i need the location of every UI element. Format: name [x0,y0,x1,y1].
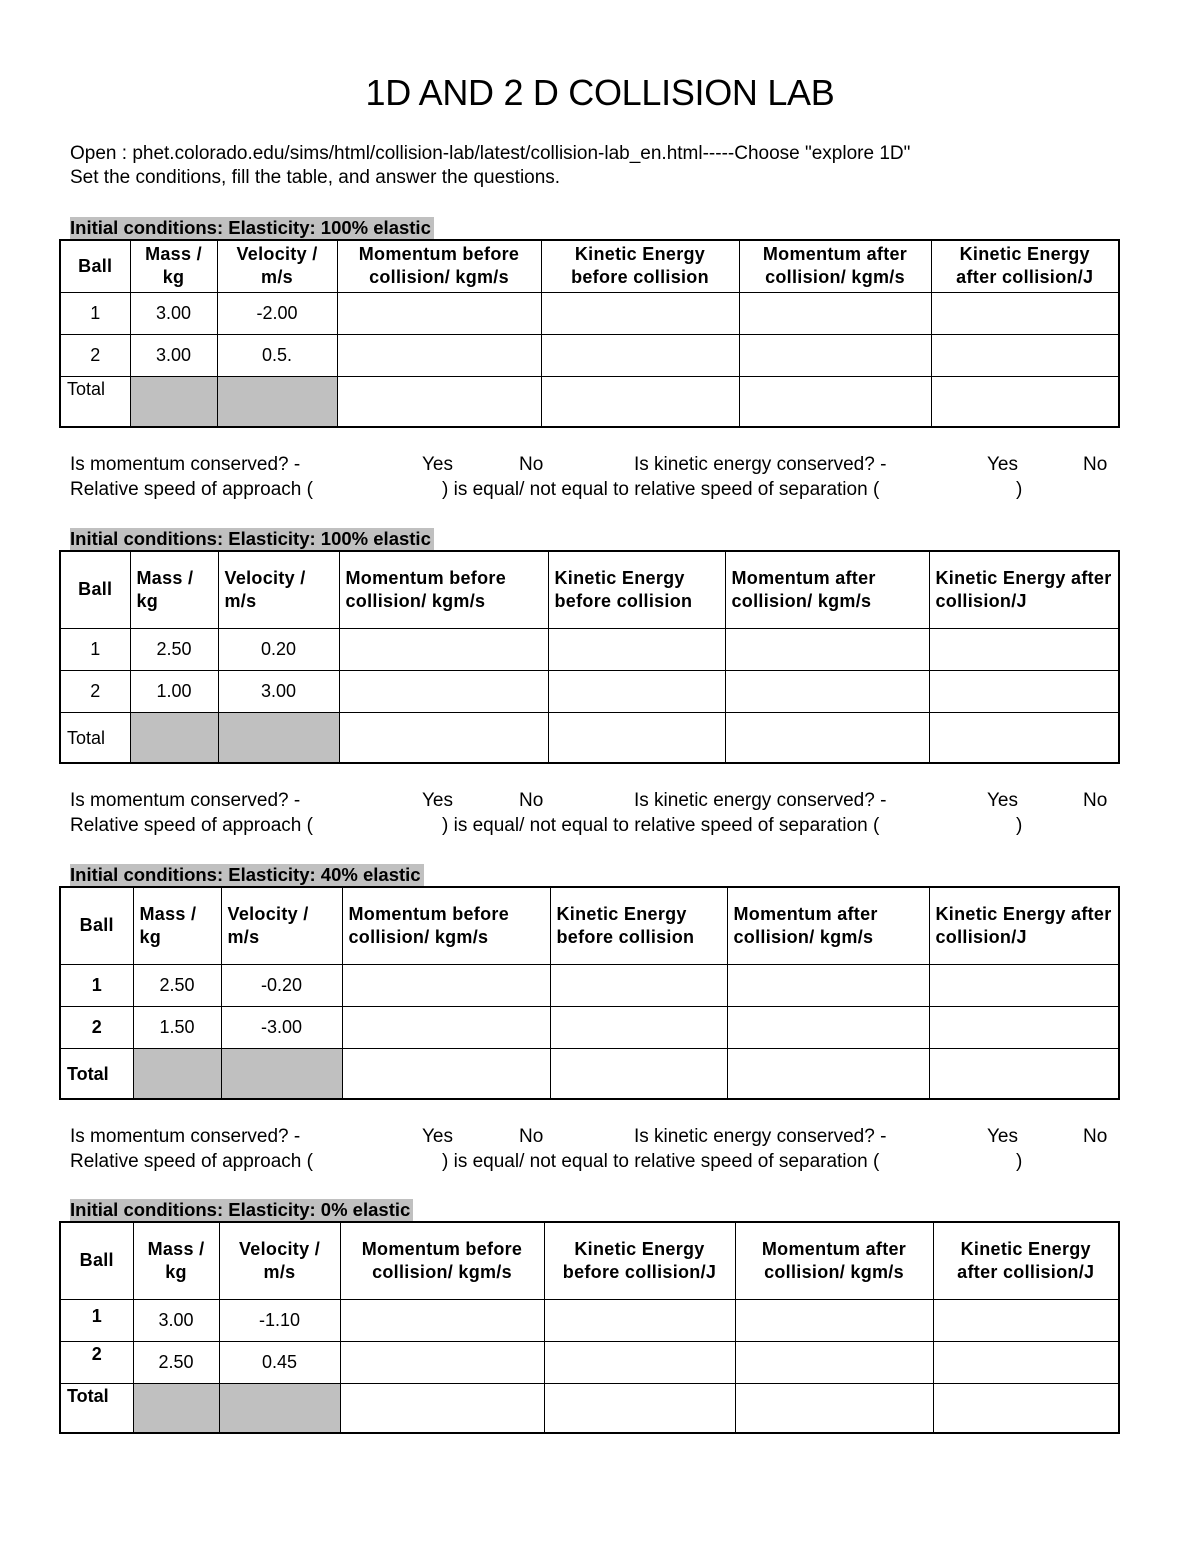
table-row [60,1299,1119,1341]
momentum-before-cell[interactable] [342,1006,550,1048]
header-momentum-before: Momentum before collision/ kgm/s [340,1222,544,1299]
header-row [60,240,1119,292]
header-mass: Mass / kg [130,551,218,628]
shaded-cell [217,376,337,427]
header-ball: Ball [60,887,133,964]
ball-number: 1 [60,1299,133,1341]
total-momentum-before-cell[interactable] [342,1048,550,1099]
momentum-after-cell[interactable] [739,292,931,334]
shaded-cell [133,1383,219,1433]
total-momentum-before-cell[interactable] [340,1383,544,1433]
total-ke-after-cell[interactable] [933,1383,1119,1433]
header-mass: Mass / kg [133,887,221,964]
shaded-cell [221,1048,342,1099]
ball-number: 2 [60,334,130,376]
relative-speed-approach-label: Relative speed of approach ( [70,479,313,500]
total-label: Total [60,712,130,763]
instructions [70,142,910,190]
shaded-cell [133,1048,221,1099]
header-ball: Ball [60,1222,133,1299]
questions-block-2 [70,788,1130,838]
relative-speed-line [70,1149,1130,1174]
header-ke-before: Kinetic Energy before collision [541,240,739,292]
total-ke-before-cell[interactable] [544,1383,735,1433]
header-velocity: Velocity / m/s [217,240,337,292]
header-ke-after: Kinetic Energy after collision/J [929,887,1119,964]
relative-speed-comparison-label: ) is equal/ not equal to relative speed of separation ( [442,1151,880,1172]
page-title: 1D AND 2 D COLLISION LAB [365,72,835,113]
table-row [60,964,1119,1006]
mass-value: 1.00 [130,670,218,712]
closing-parenthesis: ) [1016,1151,1023,1172]
momentum-before-cell[interactable] [342,964,550,1006]
momentum-after-cell[interactable] [735,1299,933,1341]
ke-before-cell[interactable] [550,1006,727,1048]
mass-value: 2.50 [130,628,218,670]
momentum-after-cell[interactable] [725,628,929,670]
momentum-question: Is momentum conserved? - [70,790,301,811]
total-row [60,376,1119,427]
momentum-after-cell[interactable] [735,1341,933,1383]
ke-question: Is kinetic energy conserved? - [634,1126,887,1147]
total-label: Total [60,376,130,427]
velocity-value: 0.45 [219,1341,340,1383]
collision-table [59,550,1120,764]
shaded-cell [218,712,339,763]
momentum-question: Is momentum conserved? - [70,1126,301,1147]
total-row [60,1383,1119,1433]
ke-before-cell[interactable] [544,1341,735,1383]
relative-speed-comparison-label: ) is equal/ not equal to relative speed of separation ( [442,815,880,836]
header-momentum-after: Momentum after collision/ kgm/s [727,887,929,964]
total-ke-before-cell[interactable] [541,376,739,427]
closing-parenthesis: ) [1016,479,1023,500]
table-row [60,1006,1119,1048]
shaded-cell [130,376,217,427]
ke-before-cell[interactable] [548,628,725,670]
mass-value: 3.00 [133,1299,219,1341]
table-row [60,670,1119,712]
header-ke-after: Kinetic Energy after collision/J [931,240,1119,292]
ball-number: 2 [60,1006,133,1048]
total-momentum-after-cell[interactable] [725,712,929,763]
ke-after-cell[interactable] [929,670,1119,712]
header-ke-after: Kinetic Energy after collision/J [929,551,1119,628]
total-ke-after-cell[interactable] [931,376,1119,427]
collision-table [59,239,1120,428]
velocity-value: 3.00 [218,670,339,712]
header-momentum-before: Momentum before collision/ kgm/s [339,551,548,628]
mass-value: 3.00 [130,292,217,334]
condition-label: Initial conditions: Elasticity: 100% elastic [70,217,434,239]
header-momentum-before: Momentum before collision/ kgm/s [337,240,541,292]
ball-number: 2 [60,1341,133,1383]
mass-value: 3.00 [130,334,217,376]
relative-speed-approach-label: Relative speed of approach ( [70,815,313,836]
velocity-value: -3.00 [221,1006,342,1048]
header-mass: Mass / kg [130,240,217,292]
relative-speed-comparison-label: ) is equal/ not equal to relative speed of separation ( [442,479,880,500]
momentum-no-option[interactable]: No [519,454,544,475]
header-momentum-after: Momentum after collision/ kgm/s [739,240,931,292]
total-label: Total [60,1383,133,1433]
velocity-value: 0.20 [218,628,339,670]
ke-before-cell[interactable] [548,670,725,712]
shaded-cell [130,712,218,763]
total-ke-before-cell[interactable] [550,1048,727,1099]
shaded-cell [219,1383,340,1433]
ke-after-cell[interactable] [933,1341,1119,1383]
table-row [60,334,1119,376]
collision-table [59,886,1120,1100]
header-row [60,551,1119,628]
total-row [60,1048,1119,1099]
ke-after-cell[interactable] [931,292,1119,334]
momentum-before-cell[interactable] [337,334,541,376]
total-ke-after-cell[interactable] [929,1048,1119,1099]
momentum-after-cell[interactable] [727,1006,929,1048]
header-ke-before: Kinetic Energy before collision/J [544,1222,735,1299]
ke-before-cell[interactable] [541,334,739,376]
velocity-value: -2.00 [217,292,337,334]
table-row [60,628,1119,670]
momentum-before-cell[interactable] [340,1341,544,1383]
momentum-before-cell[interactable] [340,1299,544,1341]
header-ball: Ball [60,551,130,628]
total-momentum-before-cell[interactable] [339,712,548,763]
momentum-before-cell[interactable] [337,292,541,334]
total-label: Total [60,1048,133,1099]
conservation-question-line [70,452,1130,477]
momentum-after-cell[interactable] [727,964,929,1006]
ke-after-cell[interactable] [929,628,1119,670]
conservation-question-line [70,1124,1130,1149]
instruction-set-conditions: Set the conditions, fill the table, and answer the questions. [70,167,561,188]
ke-yes-option[interactable]: Yes [987,454,1018,475]
header-ke-after: Kinetic Energy after collision/J [933,1222,1119,1299]
momentum-before-cell[interactable] [339,670,548,712]
ke-question: Is kinetic energy conserved? - [634,454,887,475]
conservation-question-line [70,788,1130,813]
ball-number: 2 [60,670,130,712]
questions-block-1 [70,452,1130,502]
total-ke-before-cell[interactable] [548,712,725,763]
momentum-yes-option[interactable]: Yes [422,454,453,475]
total-momentum-after-cell[interactable] [735,1383,933,1433]
ke-after-cell[interactable] [929,1006,1119,1048]
header-ke-before: Kinetic Energy before collision [550,887,727,964]
mass-value: 2.50 [133,964,221,1006]
total-momentum-after-cell[interactable] [727,1048,929,1099]
table-row [60,292,1119,334]
mass-value: 2.50 [133,1341,219,1383]
ke-after-cell[interactable] [933,1299,1119,1341]
ke-yes-option[interactable]: Yes [987,790,1018,811]
total-momentum-before-cell[interactable] [337,376,541,427]
header-momentum-before: Momentum before collision/ kgm/s [342,887,550,964]
relative-speed-approach-label: Relative speed of approach ( [70,1151,313,1172]
table-row [60,1341,1119,1383]
header-momentum-after: Momentum after collision/ kgm/s [735,1222,933,1299]
ke-after-cell[interactable] [929,964,1119,1006]
header-velocity: Velocity / m/s [219,1222,340,1299]
total-momentum-after-cell[interactable] [739,376,931,427]
momentum-after-cell[interactable] [739,334,931,376]
ke-before-cell[interactable] [544,1299,735,1341]
ke-no-option[interactable]: No [1083,454,1108,475]
header-velocity: Velocity / m/s [218,551,339,628]
condition-label: Initial conditions: Elasticity: 0% elastic [70,1199,413,1221]
ke-before-cell[interactable] [550,964,727,1006]
momentum-after-cell[interactable] [725,670,929,712]
header-row [60,887,1119,964]
header-velocity: Velocity / m/s [221,887,342,964]
header-ke-before: Kinetic Energy before collision [548,551,725,628]
ke-before-cell[interactable] [541,292,739,334]
momentum-question: Is momentum conserved? - [70,454,301,475]
momentum-before-cell[interactable] [339,628,548,670]
ke-after-cell[interactable] [931,334,1119,376]
header-ball: Ball [60,240,130,292]
ke-no-option[interactable]: No [1083,790,1108,811]
ball-number: 1 [60,964,133,1006]
momentum-yes-option[interactable]: Yes [422,790,453,811]
momentum-yes-option[interactable]: Yes [422,1126,453,1147]
ke-yes-option[interactable]: Yes [987,1126,1018,1147]
velocity-value: -0.20 [221,964,342,1006]
momentum-no-option[interactable]: No [519,790,544,811]
ke-question: Is kinetic energy conserved? - [634,790,887,811]
mass-value: 1.50 [133,1006,221,1048]
header-row [60,1222,1119,1299]
total-row [60,712,1119,763]
velocity-value: 0.5. [217,334,337,376]
closing-parenthesis: ) [1016,815,1023,836]
instruction-open-link: Open : phet.colorado.edu/sims/html/collision-lab/latest/collision-lab_en.html-----Choose "explore 1D" [70,143,911,164]
momentum-no-option[interactable]: No [519,1126,544,1147]
velocity-value: -1.10 [219,1299,340,1341]
condition-label: Initial conditions: Elasticity: 40% elastic [70,864,424,886]
ke-no-option[interactable]: No [1083,1126,1108,1147]
header-momentum-after: Momentum after collision/ kgm/s [725,551,929,628]
header-mass: Mass / kg [133,1222,219,1299]
relative-speed-line [70,477,1130,502]
collision-table [59,1221,1120,1434]
total-ke-after-cell[interactable] [929,712,1119,763]
ball-number: 1 [60,628,130,670]
questions-block-3 [70,1124,1130,1174]
condition-label: Initial conditions: Elasticity: 100% elastic [70,528,434,550]
relative-speed-line [70,813,1130,838]
ball-number: 1 [60,292,130,334]
